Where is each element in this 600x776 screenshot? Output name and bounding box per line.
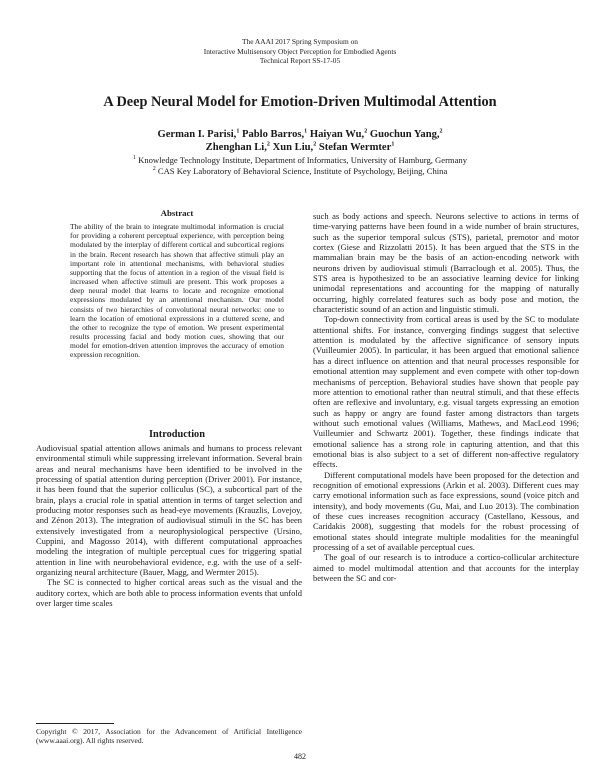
author-affil-mark: 2 bbox=[439, 128, 443, 135]
author-name: Haiyan Wu, bbox=[309, 129, 365, 140]
affiliation-mark: 2 bbox=[152, 166, 156, 173]
intro-paragraph: Top-down connectivity from cortical areas is used by the SC to modulate attentional shifts. For instance, converging findings suggest that selective attention is modulated by the affective significance of sensory inputs (Vuilleumier 2005). In particular, it has been argued that emotional salience has a direct influence on attention and that neural processes responsible for emotional attention may supplement and even compete with other top-down mechanisms of perception. Behavioral studies have shown that people pay more attention to emotional rather than neutral stimuli, and that these effects often are reflexive and involuntary, e.g. visual targets expressing an emotion such as happy or angry are found faster among distractors than targets without such emotional values (Williams, Mathews, and MacLeod 1996; Vuilleumier and Schwartz 2001). Together, these findings indicate that emotional salience has a strong role in capturing attention, and that this emotional bias is also subject to a set of different non-affective regulatory effects. bbox=[313, 314, 579, 470]
page-number: 482 bbox=[294, 752, 306, 761]
right-column-text bbox=[313, 211, 579, 583]
intro-paragraph: The goal of our research is to introduce a cortico-collicular architecture aimed to model multimodal attention and that accounts for the interplay between the SC and cor- bbox=[313, 552, 579, 584]
affiliation-text: Knowledge Technology Institute, Department of Informatics, University of Hamburg, Germany bbox=[135, 155, 468, 165]
abstract-block bbox=[70, 209, 284, 360]
header-line: Technical Report SS-17-05 bbox=[259, 56, 341, 65]
affiliation-text: CAS Key Laboratory of Behavioral Science, Institute of Psychology, Beijing, China bbox=[155, 166, 448, 176]
copyright-footnote: Copyright © 2017, Association for the Advancement of Artificial Intelligence (www.aaai.org). All rights reserved. bbox=[36, 727, 302, 746]
author-affil-mark: 1 bbox=[391, 141, 395, 148]
author-list bbox=[0, 128, 600, 154]
intro-paragraph: Different computational models have been proposed for the detection and recognition of emotional expressions (Arkin et al. 2003). Different cues may carry emotional information such as face expressions, sound (voice pitch and intensity), and body movements (Gu, Mai, and Luo 2013). The combination of these cues increases recognition accuracy (Castellano, Kessous, and Caridakis 2008), suggesting that models for the robust processing of emotional states should integrate multiple modalities for the meaningful processing of a set of available perceptual cues. bbox=[313, 469, 579, 552]
author-name: Guochun Yang, bbox=[369, 129, 440, 140]
affiliation bbox=[0, 166, 600, 177]
abstract-text: The ability of the brain to integrate multimodal information is crucial for providing a coherent perceptual experience, with perception being modulated by the interplay of different cortical and subcortical regions in the brain. Recent research has shown that affective stimuli play an important role in attentional mechanisms, with behavioral studies supporting that the focus of attention in a region of the visual field is increased when affective stimuli are present. This work proposes a deep neural model that learns to locate and recognize emotional expressions modulated by an attentional mechanism. Our model consists of two hierarchies of convolutional neural networks: one to learn the location of emotional expressions in a cluttered scene, and the other to recognize the type of emotion. We present experimental results processing facial and body motion cues, showing that our model for emotion-driven attention improves the accuracy of emotion expression recognition. bbox=[70, 222, 284, 360]
affiliations bbox=[0, 155, 600, 177]
paper-title: A Deep Neural Model for Emotion-Driven Multimodal Attention bbox=[103, 94, 497, 110]
author-name: German I. Parisi, bbox=[157, 129, 237, 140]
header-line: The AAAI 2017 Spring Symposium on bbox=[242, 37, 358, 46]
author-affil-mark: 1 bbox=[236, 128, 240, 135]
affiliation-mark: 1 bbox=[132, 155, 136, 162]
author-name: Stefan Wermter bbox=[318, 142, 392, 153]
intro-paragraph: The SC is connected to higher cortical areas such as the visual and the auditory cortex, which are both able to process information events that unfold over larger time scales bbox=[36, 577, 302, 609]
author-name: Pablo Barros, bbox=[241, 129, 305, 140]
abstract-heading: Abstract bbox=[160, 208, 194, 218]
author-affil-mark: 1 bbox=[304, 128, 308, 135]
author-affil-mark: 2 bbox=[266, 141, 270, 148]
header-line: Interactive Multisensory Object Perception for Embodied Agents bbox=[203, 46, 397, 56]
author-affil-mark: 2 bbox=[364, 128, 368, 135]
conference-header bbox=[0, 37, 600, 66]
section-heading-introduction: Introduction bbox=[149, 429, 205, 440]
footnote-divider bbox=[36, 723, 114, 724]
author-line bbox=[0, 128, 600, 141]
left-column-text bbox=[36, 443, 302, 609]
author-line bbox=[0, 141, 600, 154]
intro-paragraph: Audiovisual spatial attention allows animals and humans to process relevant environmental stimuli while suppressing irrelevant information. Several brain areas and neural mechanisms have been identified to be involved in the processing of spatial attention during perception (Driver 2001). For instance, it has been found that the superior colliculus (SC), a subcortical part of the brain, plays a crucial role in spatial attention in terms of target selection and producing motor responses such as head-eye movements (Krauzlis, Lovejoy, and Zénon 2013). The integration of audiovisual stimuli in the SC has been extensively investigated from a neurophysiological perspective (Ursino, Cuppini, and Magosso 2014), with different computational approaches modeling the integration of multiple perceptual cues for triggering spatial attention in line with neurobehavioral evidence, e.g. with the use of a self-organizing neural architecture (Bauer, Magg, and Wermter 2015). bbox=[36, 443, 302, 578]
author-affil-mark: 2 bbox=[313, 141, 317, 148]
author-name: Zhenghan Li, bbox=[205, 142, 267, 153]
affiliation bbox=[0, 155, 600, 166]
intro-paragraph-continued: such as body actions and speech. Neurons selective to actions in terms of time-varying patterns have been found in a wide number of brain structures, such as the superior temporal sulcus (STS), parietal, premotor and motor cortex (Giese and Rizzolatti 2015). It has been argued that the STS in the mammalian brain may be the basis of an action-encoding network with neurons driven by audiovisual stimuli (Barraclough et al. 2005). Thus, the STS area is hypothesized to be an associative learning device for linking unimodal representations and accounting for the mapping of naturally occurring, highly correlated features such as body pose and motion, the characteristic sound of an action and linguistic stimuli. bbox=[313, 211, 579, 315]
author-name: Xun Liu, bbox=[272, 142, 314, 153]
